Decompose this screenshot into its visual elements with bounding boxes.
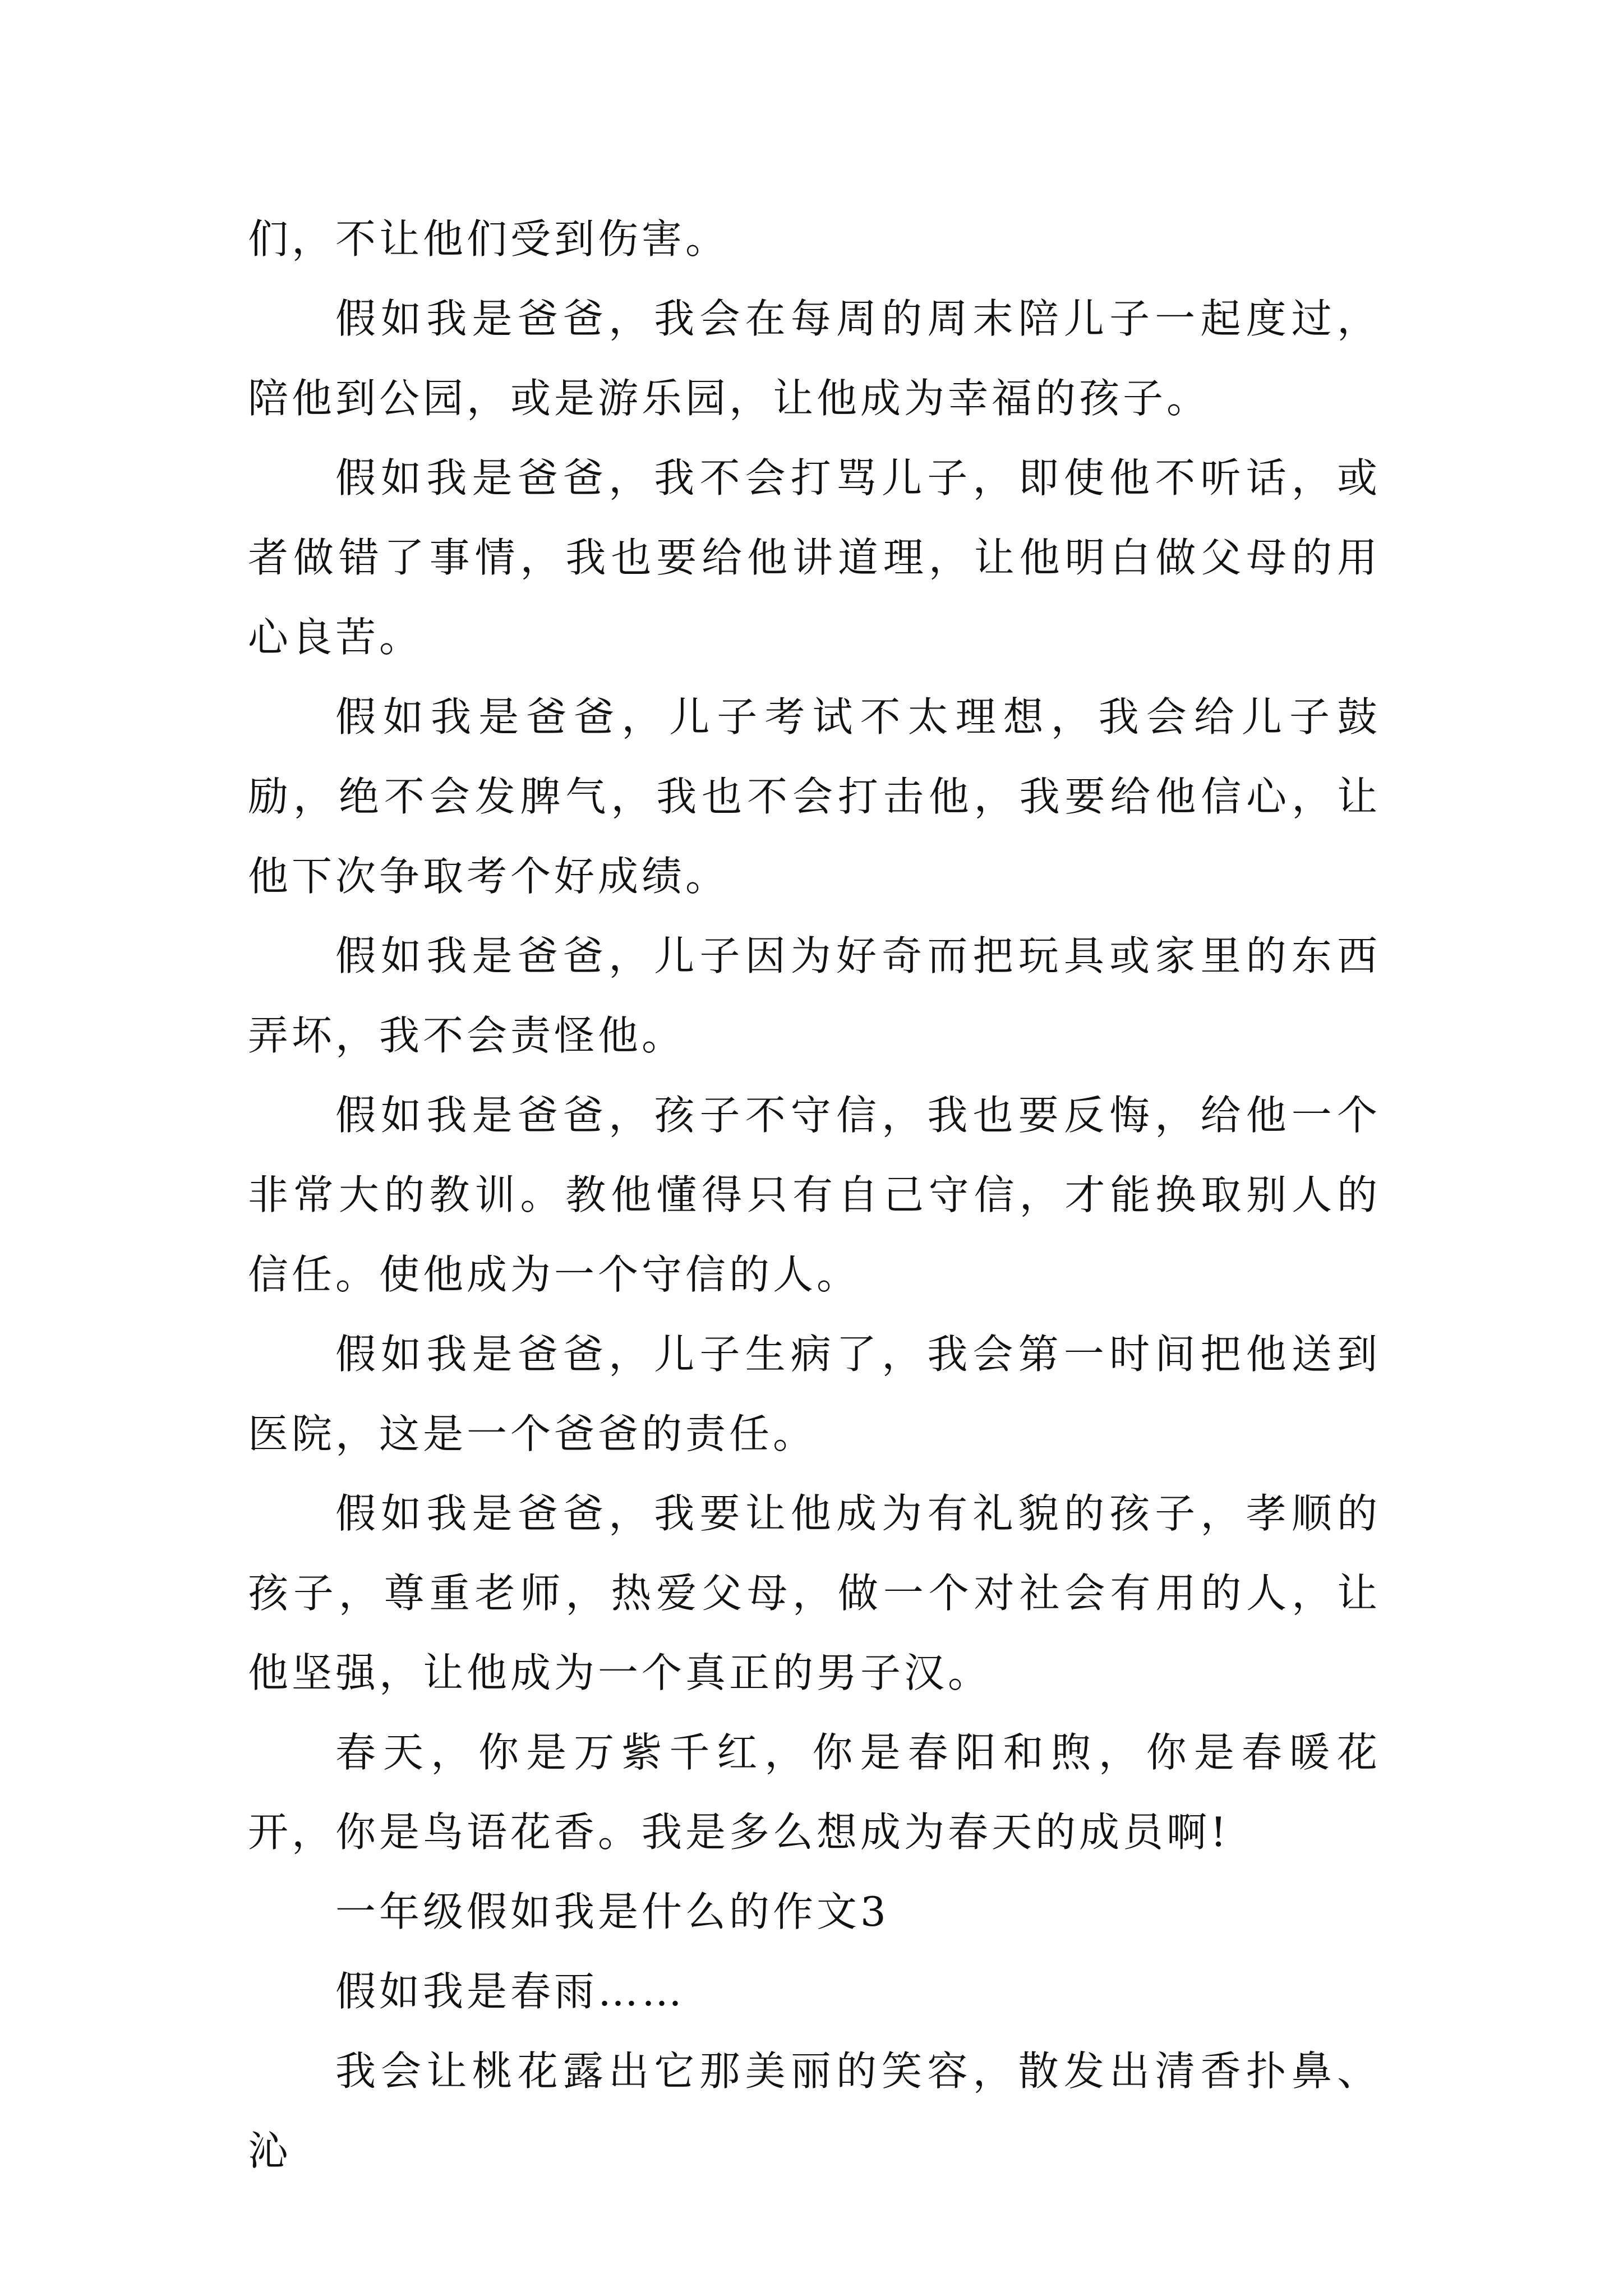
paragraph-weekend: 假如我是爸爸，我会在每周的周末陪儿子一起度过，陪他到公园，或是游乐园，让他成为幸福的孩子。 bbox=[248, 295, 1381, 422]
paragraph-exam-encouragement: 假如我是爸爸，儿子考试不太理想，我会给儿子鼓励，绝不会发脾气，我也不会打击他，我要给他信心，让他下次争取考个好成绩。 bbox=[248, 693, 1381, 900]
paragraph-peach-blossom: 我会让桃花露出它那美丽的笑容，散发出清香扑鼻、沁 bbox=[248, 2047, 1381, 2174]
paragraph-spring-rain: 假如我是春雨…… bbox=[335, 1968, 686, 2015]
paragraph-illness: 假如我是爸爸，儿子生病了，我会第一时间把他送到医院，这是一个爸爸的责任。 bbox=[248, 1331, 1381, 1457]
essay-heading: 一年级假如我是什么的作文3 bbox=[335, 1888, 889, 1935]
paragraph-keeping-promises: 假如我是爸爸，孩子不守信，我也要反悔，给他一个非常大的教训。教他懂得只有自己守信，才能换取别人的信任。使他成为一个守信的人。 bbox=[248, 1092, 1381, 1298]
paragraph-polite-child: 假如我是爸爸，我要让他成为有礼貌的孩子，孝顺的孩子，尊重老师，热爱父母，做一个对社会有用的人，让他坚强，让他成为一个真正的男子汉。 bbox=[248, 1490, 1381, 1696]
paragraph-spring: 春天，你是万紫千红，你是春阳和煦，你是春暖花开，你是鸟语花香。我是多么想成为春天的成员啊! bbox=[248, 1729, 1381, 1856]
document-body bbox=[248, 199, 1381, 2191]
paragraph-continuation: 们，不让他们受到伤害。 bbox=[248, 215, 730, 263]
paragraph-no-scolding: 假如我是爸爸，我不会打骂儿子，即使他不听话，或者做错了事情，我也要给他讲道理，让他明白做父母的用心良苦。 bbox=[248, 454, 1381, 661]
paragraph-broken-toys: 假如我是爸爸，儿子因为好奇而把玩具或家里的东西弄坏，我不会责怪他。 bbox=[248, 932, 1381, 1059]
